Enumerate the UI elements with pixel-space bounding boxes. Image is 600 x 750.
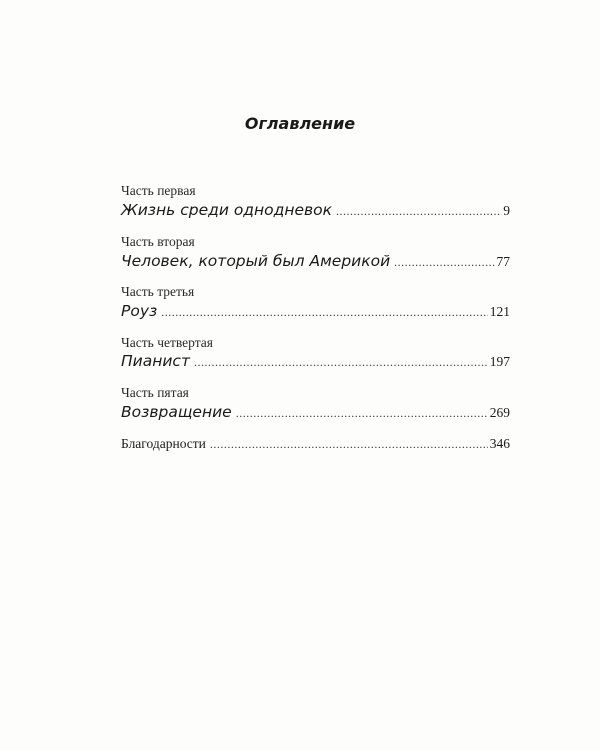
dot-leader bbox=[394, 255, 494, 270]
part-5-label: Часть пятая bbox=[121, 385, 189, 400]
toc-entry-part-3[interactable] bbox=[121, 302, 510, 320]
dot-leader bbox=[210, 437, 488, 452]
toc-title: Оглавление bbox=[244, 114, 356, 133]
part-2-page: 77 bbox=[496, 254, 510, 269]
toc-entry-part-1[interactable] bbox=[121, 201, 510, 219]
dot-leader bbox=[236, 406, 488, 421]
part-3-title: Роуз bbox=[121, 302, 158, 320]
toc-entry-part-4[interactable] bbox=[121, 352, 510, 370]
acknowledgements-page: 346 bbox=[489, 436, 510, 451]
part-2-label: Часть вторая bbox=[121, 234, 195, 249]
part-5-page: 269 bbox=[489, 405, 510, 420]
dot-leader bbox=[194, 355, 488, 370]
dot-leader bbox=[161, 305, 488, 320]
part-5-title: Возвращение bbox=[121, 403, 232, 421]
part-3-page: 121 bbox=[489, 304, 510, 319]
dot-leader bbox=[336, 204, 501, 219]
acknowledgements-title: Благодарности bbox=[121, 436, 206, 451]
part-1-label: Часть первая bbox=[121, 183, 196, 198]
part-4-label: Часть четвертая bbox=[121, 335, 213, 350]
toc-entry-part-5[interactable] bbox=[121, 403, 510, 421]
part-1-page: 9 bbox=[503, 203, 510, 218]
toc-entry-part-2[interactable] bbox=[121, 252, 510, 270]
part-1-title: Жизнь среди однодневок bbox=[121, 201, 333, 219]
part-2-title: Человек, который был Америкой bbox=[121, 252, 391, 270]
part-3-label: Часть третья bbox=[121, 284, 195, 299]
toc-entry-acknowledgements[interactable] bbox=[121, 436, 510, 452]
part-4-title: Пианист bbox=[121, 352, 190, 370]
part-4-page: 197 bbox=[489, 354, 510, 369]
